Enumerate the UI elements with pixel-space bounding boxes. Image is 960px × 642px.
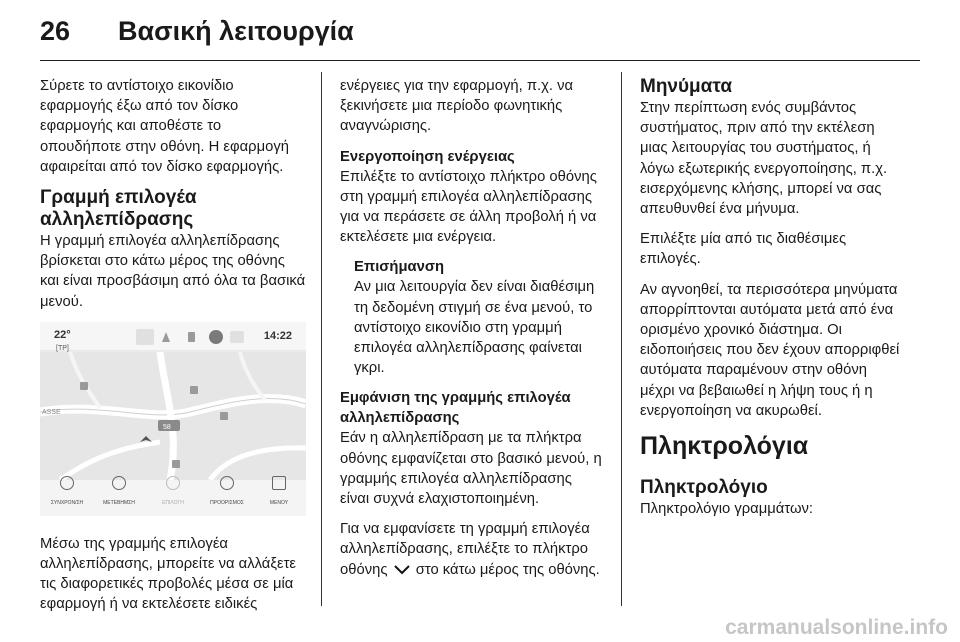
- bar-item-1[interactable]: ΣΥΝΧΡΟΝ/ΣΗ: [42, 476, 92, 513]
- column-3: [640, 76, 905, 529]
- page-number: 26: [40, 16, 71, 46]
- paragraph: Αν αγνοηθεί, τα περισσότερα μηνύματα απορρίπτονται αυτόματα μετά από ένα ορισμένο χρονικό διάστημα. Οι ειδοποιήσεις που δεν έχουν απορριφθεί αυτόματα παραμένουν στην οθόνη μέχρι να βεβαιωθεί η λήψη τους ή η ενεργοποίηση να ακυρωθεί.: [640, 281, 900, 419]
- paragraph: Μέσω της γραμμής επιλογέα αλληλεπίδρασης, μπορείτε να αλλάξετε τις διαφορετικές προβολές μέσα σε μία εφαρμογή ή να εκτελέσετε ειδικές: [40, 535, 297, 613]
- temperature-readout: 22°: [54, 328, 71, 341]
- bar-item-5[interactable]: ΜΕΝΟΥ: [254, 476, 304, 513]
- paragraph: Εάν η αλληλεπίδραση με τα πλήκτρα οθόνης εμφανίζεται στο βασικό μενού, η γραμμής επιλογέα αλληλεπίδρασης είναι συχνά ελαχιστοποιημένη.: [340, 430, 602, 508]
- subheading: Εμφάνιση της γραμμής επιλογέα αλληλεπίδρασης: [340, 390, 571, 427]
- clock-readout: 14:22: [263, 329, 292, 342]
- paragraph: Επιλέξτε μία από τις διαθέσιμες επιλογές.: [640, 231, 847, 268]
- column-divider: [321, 72, 322, 606]
- paragraph: Στην περίπτωση ενός συμβάντος συστήματος, πριν από την εκτέλεση μιας λειτουργίας του συστήματος, ή λόγω εξωτερικής ενεργοποίησης, π.χ. εισερχόμενης κλήσης, μπορεί να σας απευθυνθεί ένα μήνυμα.: [640, 100, 888, 218]
- infotainment-screen-image: [40, 322, 306, 516]
- road-number: 58: [163, 423, 171, 431]
- bar-item-2[interactable]: ΜΕΤΕΒΗΜΣΗ: [94, 476, 144, 513]
- column-2: [340, 76, 605, 590]
- column-1: [40, 76, 306, 625]
- audio-icon: [162, 332, 170, 342]
- paragraph: ενέργειες για την εφαρμογή, π.χ. να ξεκινήσετε μια περίοδο φωνητικής αναγνώρισης.: [340, 78, 574, 135]
- chevron-down-icon: [392, 564, 412, 576]
- page-title: Βασική λειτουργία: [118, 16, 354, 46]
- page-header: [40, 16, 354, 60]
- screen-status-bar: [40, 322, 306, 350]
- phone-icon: [188, 332, 195, 342]
- interaction-selector-bar: [40, 480, 306, 516]
- app-tray-icons: [136, 328, 246, 346]
- note-block: [340, 257, 605, 378]
- section-heading-line-2: αλληλεπίδρασης: [40, 209, 194, 231]
- map-place-label: ASSE: [42, 408, 61, 416]
- paragraph: Πληκτρολόγιο γραμμάτων:: [640, 501, 814, 518]
- chapter-heading: Πληκτρολόγια: [640, 432, 809, 461]
- paragraph-with-icon: Για να εμφανίσετε τη γραμμή επιλογέα αλληλεπίδρασης, επιλέξτε το πλήκτρο οθόνης στο κάτω μέρος της οθόνης.: [340, 521, 600, 578]
- section-heading: Μηνύματα: [640, 76, 732, 97]
- nav-icon: [209, 330, 223, 344]
- header-rule: [40, 60, 920, 61]
- bar-item-4[interactable]: ΠΡΟΟΡΙΣΜΟΣ: [202, 476, 252, 513]
- note-title: Επισήμανση: [354, 259, 445, 276]
- watermark: carmanualsonline.info: [725, 616, 948, 639]
- paragraph: Σύρετε το αντίστοιχο εικονίδιο εφαρμογής έξω από τον δίσκο εφαρμογής και αποθέστε το οπουδήποτε στην οθόνη. Η εφαρμογή αφαιρείται από τον δίσκο εφαρμογής.: [40, 78, 289, 175]
- column-divider: [621, 72, 622, 606]
- section-heading: Πληκτρολόγιο: [640, 477, 768, 499]
- tp-indicator: [TP]: [56, 344, 69, 352]
- subheading: Ενεργοποίηση ενέργειας: [340, 148, 515, 165]
- note-text: Αν μια λειτουργία δεν είναι διαθέσιμη τη δεδομένη στιγμή σε ένα μενού, το αντίστοιχο εικονίδιο στη γραμμή επιλογέα αλληλεπίδρασης φαίνεται γκρι.: [354, 279, 595, 377]
- paragraph: Επιλέξτε το αντίστοιχο πλήκτρο οθόνης στη γραμμή επιλογέα αλληλεπίδρασης για να περάσετε σε άλλη προβολή ή να εκτελέσετε μια ενέργεια.: [340, 168, 597, 246]
- section-heading-line-1: Γραμμή επιλογέα: [40, 187, 197, 209]
- paragraph: Η γραμμή επιλογέα αλληλεπίδρασης βρίσκεται στο κάτω μέρος της οθόνης και είναι προσβάσιμη από όλα τα βασικά μενού.: [40, 233, 306, 310]
- bar-item-3-disabled[interactable]: ΕΠΙΛΟΓΗ: [148, 476, 198, 513]
- navigation-map: [40, 352, 306, 480]
